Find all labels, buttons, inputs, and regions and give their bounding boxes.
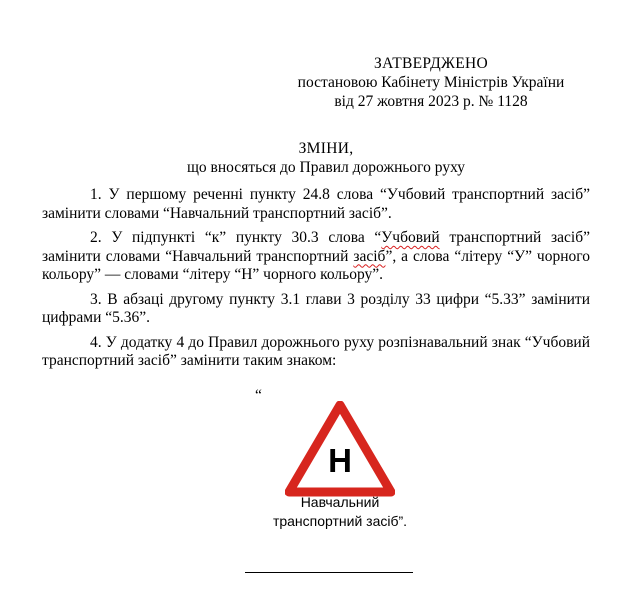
closing-rule	[245, 572, 413, 573]
warning-triangle-icon	[285, 401, 395, 497]
sign-letter: Н	[328, 442, 352, 479]
amendment-item-2-part-3: ”, а слова “літеру “У” чорного кольору” — словами “літеру “Н” чорного кольору”.	[42, 247, 590, 283]
sign-caption-line-1: Навчальний	[300, 494, 380, 510]
amendment-item-3: 3. В абзаці другому пункту 3.1 глави 3 розділу 33 цифри “5.33” замінити цифрами “5.36”.	[42, 290, 590, 326]
heading-title: ЗМІНИ,	[298, 140, 354, 157]
amendment-item-2-part-1: 2. У підпункті “к” пункту 30.3 слова “	[90, 229, 382, 246]
amendment-item-4: 4. У додатку 4 до Правил дорожнього руху розпізнавальний знак “Учбовий транспортний засіб” замінити таким знаком:	[42, 333, 590, 369]
spellcheck-flagged-word: Учбовий	[381, 229, 440, 246]
amendments-list	[42, 186, 590, 377]
learner-driver-sign	[285, 401, 395, 497]
amendment-item-1: 1. У першому реченні пункту 24.8 слова “Учбовий транспортний засіб” замінити словами “Навчальний транспортний засіб”.	[42, 186, 590, 222]
heading-subtitle: що вносяться до Правил дорожнього руху	[187, 159, 465, 176]
approval-date-line: від 27 жовтня 2023 р. № 1128	[334, 93, 528, 110]
opening-quote-mark: “	[255, 387, 262, 404]
amendment-item-2	[42, 229, 590, 285]
sign-caption	[240, 493, 440, 531]
approved-title: ЗАТВЕРДЖЕНО	[374, 55, 488, 72]
spellcheck-flagged-word: засіб	[353, 247, 386, 265]
approval-block	[281, 54, 581, 111]
amendment-item-2-part-2: транспортний засіб” замінити словами “Навчальний транспортний	[42, 229, 590, 265]
sign-caption-line-2: транспортний засіб”.	[272, 513, 408, 529]
document-heading	[0, 139, 640, 177]
approval-resolution-line: постановою Кабінету Міністрів України	[297, 74, 565, 91]
